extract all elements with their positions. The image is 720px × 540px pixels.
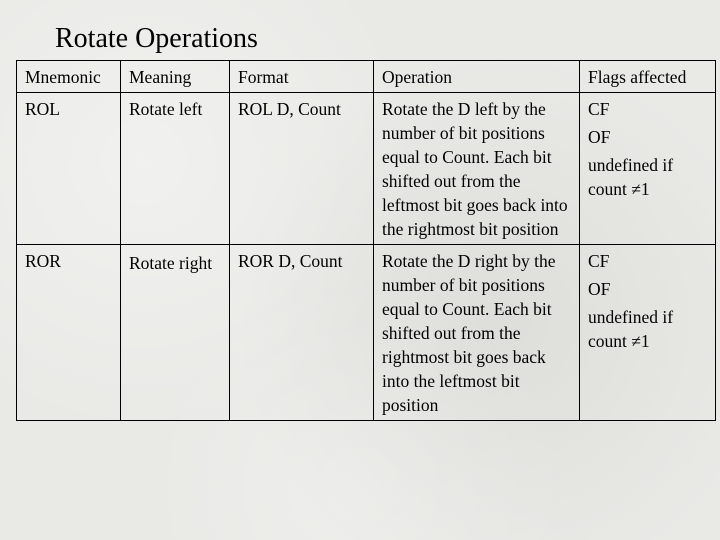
- header-format: Format: [230, 61, 374, 93]
- cell-operation: Rotate the D left by the number of bit positions equal to Count. Each bit shifted out from the leftmost bit goes back into the rightmost bit position: [374, 93, 580, 245]
- flag-cf: CF: [588, 251, 610, 271]
- cell-format: ROL D, Count: [230, 93, 374, 245]
- flag-cf: CF: [588, 99, 610, 119]
- header-flags: Flags affected: [580, 61, 716, 93]
- header-meaning: Meaning: [121, 61, 230, 93]
- cell-flags: [580, 245, 716, 421]
- cell-flags: [580, 93, 716, 245]
- table-row-rol: [17, 93, 716, 245]
- header-operation: Operation: [374, 61, 580, 93]
- cell-meaning: Rotate right: [121, 245, 230, 421]
- slide-title: Rotate Operations: [55, 23, 258, 54]
- table-header-row: [17, 61, 716, 93]
- rotate-operations-table: [16, 60, 716, 421]
- table-row-ror: [17, 245, 716, 421]
- cell-mnemonic: ROL: [17, 93, 121, 245]
- flag-undefined-note: undefined if count ≠1: [588, 155, 674, 199]
- flag-undefined-note: undefined if count ≠1: [588, 307, 674, 351]
- cell-mnemonic: ROR: [17, 245, 121, 421]
- cell-meaning: Rotate left: [121, 93, 230, 245]
- cell-operation: Rotate the D right by the number of bit positions equal to Count. Each bit shifted out from the rightmost bit goes back into the leftmost bit position: [374, 245, 580, 421]
- flag-of: OF: [588, 127, 611, 147]
- flag-of: OF: [588, 279, 611, 299]
- cell-format: ROR D, Count: [230, 245, 374, 421]
- header-mnemonic: Mnemonic: [17, 61, 121, 93]
